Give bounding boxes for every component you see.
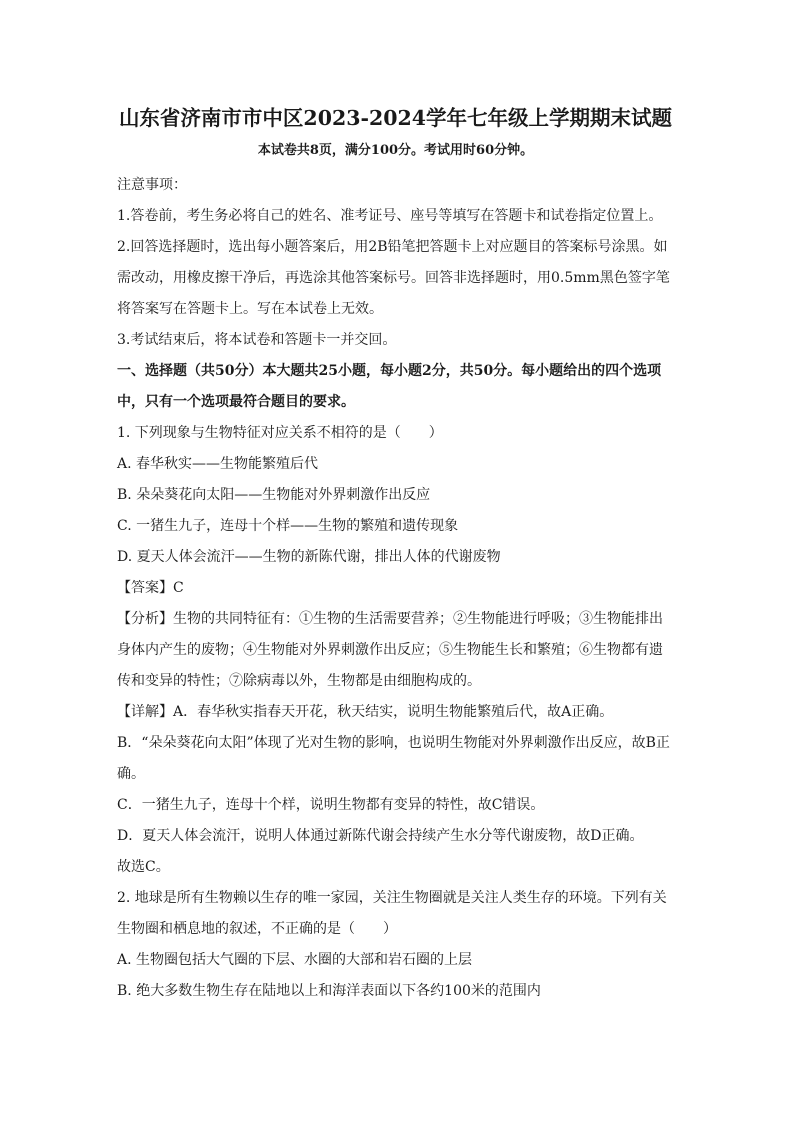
detail-line: C．一猪生九子，连母十个样，说明生物都有变异的特性，故C错误。 [117,797,545,813]
notice-item: 1.答卷前，考生务必将自己的姓名、准考证号、座号等填写在答题卡和试卷指定位置上。 [117,208,663,224]
notice-item: 2.回答选择题时，选出每小题答案后，用2B铅笔把答题卡上对应题目的答案标号涂黑。如需改动，用橡皮擦干净后，再选涂其他答案标号。回答非选择题时，用0.5mm黑色签字笔将答案写在答题卡上。写在本试卷上无效。 [117,239,670,317]
detail-line: 【详解】A．春华秋实指春天开花，秋天结实，说明生物能繁殖后代，故A正确。 [117,704,614,720]
exam-subtitle: 本试卷共8页，满分100分。考试用时60分钟。 [257,143,534,158]
detail-line: B．“朵朵葵花向太阳”体现了光对生物的影响，也说明生物能对外界刺激作出反应，故B正确。 [117,735,670,782]
analysis-paragraph: 【分析】生物的共同特征有：①生物的生活需要营养；②生物能进行呼吸；③生物能排出身体内产生的废物；④生物能对外界刺激作出反应；⑤生物能生长和繁殖；⑥生物都有遗传和变异的特性；⑦除病毒以外，生物都是由细胞构成的。 [117,611,663,689]
question-option: A. 生物圈包括大气圈的下层、水圈的大部和岩石圈的上层 [117,952,473,968]
section-heading: 一、选择题（共50分）本大题共25小题，每小题2分，共50分。每小题给出的四个选项中，只有一个选项最符合题目的要求。 [117,363,662,410]
notice-item: 3.考试结束后，将本试卷和答题卡一并交回。 [117,332,397,348]
question-option: A. 春华秋实——生物能繁殖后代 [117,456,319,472]
question-stem: 1. 下列现象与生物特征对应关系不相符的是（ ） [117,425,443,441]
question-option: B. 朵朵葵花向太阳——生物能对外界刺激作出反应 [117,487,431,503]
question-option: B. 绝大多数生物生存在陆地以上和海洋表面以下各约100米的范围内 [117,983,541,999]
notice-heading: 注意事项： [117,177,187,193]
exam-title: 山东省济南市市中区2023-2024学年七年级上学期期末试题 [118,106,673,130]
answer-line: 【答案】C [117,580,184,596]
question-stem: 2. 地球是所有生物赖以生存的唯一家园，关注生物圈就是关注人类生存的环境。下列有关生物圈和栖息地的叙述，不正确的是（ ） [117,890,667,937]
conclusion-line: 故选C。 [117,859,170,875]
detail-line: D．夏天人体会流汗，说明人体通过新陈代谢会持续产生水分等代谢废物，故D正确。 [117,828,644,844]
question-option: D. 夏天人体会流汗——生物的新陈代谢，排出人体的代谢废物 [117,549,501,565]
question-option: C. 一猪生九子，连母十个样——生物的繁殖和遗传现象 [117,518,459,534]
